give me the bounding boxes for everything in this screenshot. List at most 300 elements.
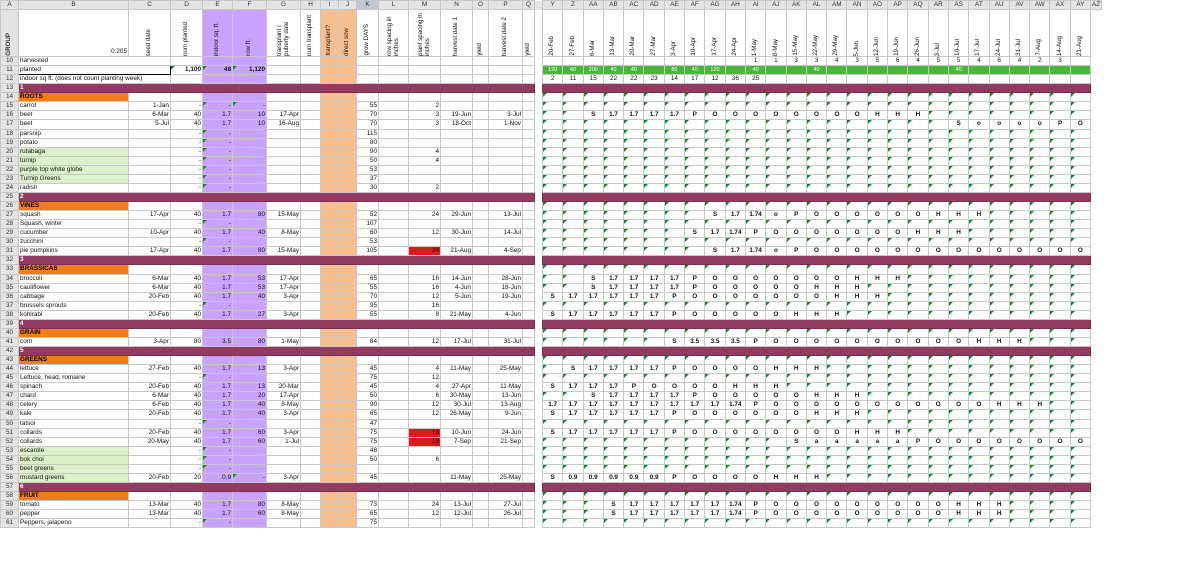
week-schedule-cell[interactable]: O: [766, 292, 786, 301]
week-schedule-cell[interactable]: [543, 247, 563, 256]
crop-field[interactable]: 19-Jun: [441, 111, 473, 120]
crop-field[interactable]: [233, 147, 267, 156]
week-cell[interactable]: [928, 93, 948, 102]
week-schedule-cell[interactable]: [969, 274, 989, 283]
crop-field[interactable]: [267, 165, 301, 174]
crop-field[interactable]: [523, 211, 535, 220]
week-schedule-cell[interactable]: H: [1009, 337, 1029, 346]
crop-field[interactable]: 115: [357, 129, 379, 138]
week-schedule-cell[interactable]: [989, 419, 1009, 428]
week-schedule-cell[interactable]: S: [583, 392, 603, 401]
crop-field[interactable]: [301, 301, 321, 310]
cell[interactable]: [523, 202, 535, 211]
week-schedule-cell[interactable]: [624, 238, 644, 247]
week-schedule-cell[interactable]: [928, 102, 948, 111]
week-schedule-cell[interactable]: [928, 374, 948, 383]
crop-field[interactable]: 17-Apr: [267, 274, 301, 283]
week-schedule-cell[interactable]: [847, 129, 867, 138]
week-schedule-cell[interactable]: [705, 419, 725, 428]
crop-field[interactable]: [409, 165, 441, 174]
week-schedule-cell[interactable]: [806, 220, 826, 229]
crop-field[interactable]: [523, 455, 535, 464]
week-schedule-cell[interactable]: [908, 138, 928, 147]
week-schedule-cell[interactable]: [1070, 464, 1090, 473]
week-schedule-cell[interactable]: [908, 274, 928, 283]
crop-field[interactable]: 21-Sep: [489, 437, 523, 446]
week-schedule-cell[interactable]: [766, 165, 786, 174]
week-schedule-cell[interactable]: [928, 138, 948, 147]
week-schedule-cell[interactable]: [543, 174, 563, 183]
week-schedule-cell[interactable]: [888, 292, 908, 301]
week-schedule-cell[interactable]: [1030, 220, 1050, 229]
crop-field[interactable]: [129, 446, 171, 455]
week-schedule-cell[interactable]: [806, 464, 826, 473]
crop-field[interactable]: [409, 446, 441, 455]
crop-field[interactable]: 26-Jul: [489, 510, 523, 519]
week-schedule-cell[interactable]: [786, 183, 806, 192]
category-label[interactable]: VINES: [19, 202, 129, 211]
week-schedule-cell[interactable]: [664, 129, 684, 138]
week-cell[interactable]: [1030, 265, 1050, 274]
week-cell[interactable]: [969, 492, 989, 501]
crop-field[interactable]: [441, 301, 473, 310]
week-schedule-cell[interactable]: 1.7: [603, 292, 623, 301]
week-schedule-cell[interactable]: O: [928, 337, 948, 346]
week-schedule-cell[interactable]: [948, 428, 968, 437]
week-schedule-cell[interactable]: [664, 147, 684, 156]
week-cell[interactable]: [745, 492, 765, 501]
week-schedule-cell[interactable]: [948, 274, 968, 283]
crop-name[interactable]: collards: [19, 428, 129, 437]
week-schedule-cell[interactable]: [827, 365, 847, 374]
week-schedule-cell[interactable]: [1050, 501, 1070, 510]
week-cell[interactable]: [685, 356, 705, 365]
week-cell[interactable]: [664, 202, 684, 211]
week-schedule-cell[interactable]: O: [867, 211, 887, 220]
crop-field[interactable]: [321, 501, 339, 510]
week-schedule-cell[interactable]: [624, 301, 644, 310]
week-summary-cell[interactable]: [827, 66, 847, 75]
week-schedule-cell[interactable]: [928, 156, 948, 165]
week-cell[interactable]: [543, 202, 563, 211]
week-summary-cell[interactable]: 2: [543, 75, 563, 84]
week-schedule-cell[interactable]: [867, 464, 887, 473]
crop-field[interactable]: [301, 446, 321, 455]
week-summary-cell[interactable]: 6: [888, 57, 908, 66]
week-schedule-cell[interactable]: [1030, 183, 1050, 192]
week-schedule-cell[interactable]: O: [786, 292, 806, 301]
week-summary-cell[interactable]: 22: [624, 75, 644, 84]
week-summary-cell[interactable]: 6: [989, 57, 1009, 66]
crop-field[interactable]: [473, 310, 489, 319]
week-schedule-cell[interactable]: [705, 147, 725, 156]
crop-field[interactable]: [473, 147, 489, 156]
week-schedule-cell[interactable]: [664, 102, 684, 111]
crop-name[interactable]: escarole: [19, 446, 129, 455]
week-schedule-cell[interactable]: [847, 519, 867, 528]
crop-field[interactable]: [321, 510, 339, 519]
cell[interactable]: [301, 328, 321, 337]
week-cell[interactable]: [725, 265, 745, 274]
week-schedule-cell[interactable]: O: [786, 111, 806, 120]
week-schedule-cell[interactable]: O: [786, 428, 806, 437]
cell[interactable]: [339, 66, 357, 75]
week-schedule-cell[interactable]: [543, 238, 563, 247]
week-schedule-cell[interactable]: [563, 437, 583, 446]
week-schedule-cell[interactable]: [1030, 138, 1050, 147]
week-schedule-cell[interactable]: [989, 165, 1009, 174]
crop-field[interactable]: [379, 165, 409, 174]
crop-field[interactable]: [321, 464, 339, 473]
week-schedule-cell[interactable]: 1.74: [725, 401, 745, 410]
week-schedule-cell[interactable]: [664, 464, 684, 473]
week-schedule-cell[interactable]: [725, 464, 745, 473]
week-schedule-cell[interactable]: [583, 419, 603, 428]
crop-field[interactable]: [321, 120, 339, 129]
crop-field[interactable]: [233, 446, 267, 455]
crop-field[interactable]: 50: [357, 455, 379, 464]
week-date-header[interactable]: 17-Apr: [705, 10, 725, 57]
cell[interactable]: [129, 356, 171, 365]
cell[interactable]: [321, 75, 339, 84]
week-schedule-cell[interactable]: O: [786, 274, 806, 283]
week-schedule-cell[interactable]: [1030, 310, 1050, 319]
week-schedule-cell[interactable]: [685, 301, 705, 310]
week-schedule-cell[interactable]: [766, 183, 786, 192]
crop-field[interactable]: 6-Mar: [129, 283, 171, 292]
week-schedule-cell[interactable]: O: [867, 229, 887, 238]
week-schedule-cell[interactable]: O: [766, 401, 786, 410]
week-schedule-cell[interactable]: [969, 129, 989, 138]
week-schedule-cell[interactable]: 1.7: [603, 274, 623, 283]
week-cell[interactable]: [989, 265, 1009, 274]
week-schedule-cell[interactable]: [989, 473, 1009, 482]
crop-field[interactable]: [379, 410, 409, 419]
crop-field[interactable]: [523, 510, 535, 519]
week-schedule-cell[interactable]: 1.7: [644, 501, 664, 510]
week-summary-cell[interactable]: [1030, 75, 1050, 84]
crop-field[interactable]: [379, 310, 409, 319]
cell[interactable]: [339, 356, 357, 365]
week-cell[interactable]: [603, 202, 623, 211]
crop-field[interactable]: 80: [233, 337, 267, 346]
crop-field[interactable]: [339, 510, 357, 519]
week-schedule-cell[interactable]: [1050, 129, 1070, 138]
week-schedule-cell[interactable]: [705, 174, 725, 183]
week-schedule-cell[interactable]: H: [867, 274, 887, 283]
week-schedule-cell[interactable]: [664, 174, 684, 183]
crop-field[interactable]: -: [203, 374, 233, 383]
week-cell[interactable]: [1009, 356, 1029, 365]
week-schedule-cell[interactable]: [705, 238, 725, 247]
crop-field[interactable]: [301, 410, 321, 419]
crop-field[interactable]: [321, 129, 339, 138]
week-schedule-cell[interactable]: [786, 446, 806, 455]
week-schedule-cell[interactable]: [908, 147, 928, 156]
week-cell[interactable]: [928, 492, 948, 501]
week-schedule-cell[interactable]: [806, 374, 826, 383]
crop-field[interactable]: 40: [171, 501, 203, 510]
week-schedule-cell[interactable]: [603, 147, 623, 156]
week-schedule-cell[interactable]: 0.9: [603, 473, 623, 482]
column-header-an[interactable]: AN: [847, 1, 867, 10]
week-cell[interactable]: [847, 356, 867, 365]
week-schedule-cell[interactable]: [745, 165, 765, 174]
week-schedule-cell[interactable]: [664, 183, 684, 192]
column-header-g[interactable]: G: [267, 1, 301, 10]
week-schedule-cell[interactable]: [563, 129, 583, 138]
week-schedule-cell[interactable]: [1030, 156, 1050, 165]
cell[interactable]: [339, 492, 357, 501]
crop-field[interactable]: [267, 464, 301, 473]
crop-field[interactable]: 55: [357, 310, 379, 319]
crop-name[interactable]: Squash, winter: [19, 220, 129, 229]
week-schedule-cell[interactable]: 1.7: [624, 428, 644, 437]
cell[interactable]: [379, 75, 409, 84]
week-schedule-cell[interactable]: [1030, 111, 1050, 120]
week-schedule-cell[interactable]: [725, 174, 745, 183]
column-header-b[interactable]: B: [19, 1, 129, 10]
crop-field[interactable]: [301, 337, 321, 346]
week-schedule-cell[interactable]: [1030, 510, 1050, 519]
week-date-header[interactable]: 3-Apr: [664, 10, 684, 57]
week-schedule-cell[interactable]: O: [745, 473, 765, 482]
week-summary-cell[interactable]: 14: [664, 75, 684, 84]
week-summary-cell[interactable]: 12: [705, 75, 725, 84]
week-date-header[interactable]: 19-Jun: [888, 10, 908, 57]
cell[interactable]: [379, 202, 409, 211]
crop-name[interactable]: pie pumpkins: [19, 247, 129, 256]
week-schedule-cell[interactable]: [1070, 419, 1090, 428]
week-schedule-cell[interactable]: 0.9: [624, 473, 644, 482]
week-schedule-cell[interactable]: [664, 301, 684, 310]
week-schedule-cell[interactable]: O: [847, 337, 867, 346]
week-schedule-cell[interactable]: [543, 419, 563, 428]
week-schedule-cell[interactable]: [543, 301, 563, 310]
header-10[interactable]: grow DAYS: [357, 10, 379, 57]
week-summary-cell[interactable]: [847, 75, 867, 84]
week-schedule-cell[interactable]: O: [928, 510, 948, 519]
week-cell[interactable]: [969, 93, 989, 102]
week-schedule-cell[interactable]: O: [705, 292, 725, 301]
cell[interactable]: [129, 265, 171, 274]
crop-field[interactable]: [379, 365, 409, 374]
week-cell[interactable]: [664, 328, 684, 337]
week-schedule-cell[interactable]: P: [685, 274, 705, 283]
week-schedule-cell[interactable]: [1050, 211, 1070, 220]
week-schedule-cell[interactable]: [1070, 156, 1090, 165]
week-schedule-cell[interactable]: O: [685, 410, 705, 419]
week-schedule-cell[interactable]: O: [705, 274, 725, 283]
cell[interactable]: [489, 93, 523, 102]
week-schedule-cell[interactable]: [1050, 401, 1070, 410]
week-schedule-cell[interactable]: [928, 238, 948, 247]
week-schedule-cell[interactable]: H: [969, 337, 989, 346]
crop-field[interactable]: [339, 410, 357, 419]
group-row[interactable]: 5: [19, 347, 535, 356]
cell[interactable]: [301, 93, 321, 102]
week-schedule-cell[interactable]: O: [685, 310, 705, 319]
week-schedule-cell[interactable]: [685, 183, 705, 192]
crop-field[interactable]: 12: [409, 401, 441, 410]
crop-field[interactable]: 16: [409, 301, 441, 310]
week-schedule-cell[interactable]: 1.7: [603, 428, 623, 437]
week-schedule-cell[interactable]: [543, 519, 563, 528]
week-cell[interactable]: [1030, 356, 1050, 365]
week-schedule-cell[interactable]: [1070, 510, 1090, 519]
crop-name[interactable]: bok choi: [19, 455, 129, 464]
week-schedule-cell[interactable]: [989, 410, 1009, 419]
week-schedule-cell[interactable]: P: [745, 510, 765, 519]
week-schedule-cell[interactable]: [989, 174, 1009, 183]
cell[interactable]: [357, 75, 379, 84]
crop-name[interactable]: purple top white globe: [19, 165, 129, 174]
week-schedule-cell[interactable]: S: [543, 292, 563, 301]
crop-field[interactable]: 70: [357, 120, 379, 129]
week-schedule-cell[interactable]: [948, 365, 968, 374]
cell[interactable]: [171, 265, 203, 274]
week-cell[interactable]: [908, 93, 928, 102]
week-schedule-cell[interactable]: o: [969, 120, 989, 129]
week-schedule-cell[interactable]: O: [725, 111, 745, 120]
week-schedule-cell[interactable]: [1009, 455, 1029, 464]
week-summary-cell[interactable]: 200: [583, 66, 603, 75]
crop-field[interactable]: [301, 501, 321, 510]
week-schedule-cell[interactable]: O: [766, 111, 786, 120]
week-schedule-cell[interactable]: [908, 174, 928, 183]
crop-name[interactable]: cucumber: [19, 229, 129, 238]
week-schedule-cell[interactable]: [745, 437, 765, 446]
column-header-af[interactable]: AF: [685, 1, 705, 10]
crop-field[interactable]: [473, 473, 489, 482]
crop-name[interactable]: tatsoi: [19, 419, 129, 428]
crop-field[interactable]: [233, 238, 267, 247]
crop-field[interactable]: 27-Apr: [441, 383, 473, 392]
week-schedule-cell[interactable]: [766, 238, 786, 247]
summary-value[interactable]: [203, 75, 233, 84]
week-schedule-cell[interactable]: [563, 510, 583, 519]
crop-field[interactable]: [489, 102, 523, 111]
week-schedule-cell[interactable]: H: [1009, 401, 1029, 410]
week-schedule-cell[interactable]: P: [664, 410, 684, 419]
crop-field[interactable]: [321, 102, 339, 111]
cell[interactable]: [523, 66, 535, 75]
crop-field[interactable]: [473, 401, 489, 410]
week-schedule-cell[interactable]: O: [827, 510, 847, 519]
week-schedule-cell[interactable]: [827, 220, 847, 229]
crop-field[interactable]: [523, 473, 535, 482]
week-date-header[interactable]: 14-Aug: [1050, 10, 1070, 57]
week-schedule-cell[interactable]: [624, 437, 644, 446]
crop-field[interactable]: [321, 392, 339, 401]
week-schedule-cell[interactable]: 1.74: [745, 247, 765, 256]
crop-field[interactable]: 1.7: [203, 428, 233, 437]
week-schedule-cell[interactable]: O: [786, 510, 806, 519]
week-schedule-cell[interactable]: [583, 247, 603, 256]
crop-field[interactable]: 24: [409, 247, 441, 256]
crop-field[interactable]: 40: [171, 365, 203, 374]
week-schedule-cell[interactable]: [928, 455, 948, 464]
week-schedule-cell[interactable]: [664, 238, 684, 247]
crop-field[interactable]: 17-Apr: [267, 283, 301, 292]
week-schedule-cell[interactable]: [847, 455, 867, 464]
week-schedule-cell[interactable]: O: [664, 383, 684, 392]
week-schedule-cell[interactable]: [948, 165, 968, 174]
week-schedule-cell[interactable]: 1.7: [563, 410, 583, 419]
week-cell[interactable]: [888, 492, 908, 501]
crop-field[interactable]: [441, 464, 473, 473]
week-schedule-cell[interactable]: S: [583, 111, 603, 120]
week-schedule-cell[interactable]: [563, 238, 583, 247]
crop-field[interactable]: [523, 301, 535, 310]
week-schedule-cell[interactable]: 1.7: [664, 401, 684, 410]
crop-field[interactable]: [441, 138, 473, 147]
week-schedule-cell[interactable]: [888, 410, 908, 419]
crop-field[interactable]: [409, 174, 441, 183]
week-schedule-cell[interactable]: [624, 220, 644, 229]
cell[interactable]: [233, 265, 267, 274]
week-schedule-cell[interactable]: H: [948, 510, 968, 519]
week-schedule-cell[interactable]: 1.7: [644, 365, 664, 374]
week-cell[interactable]: [543, 265, 563, 274]
week-schedule-cell[interactable]: O: [786, 501, 806, 510]
crop-field[interactable]: [301, 401, 321, 410]
week-schedule-cell[interactable]: [928, 220, 948, 229]
week-schedule-cell[interactable]: [705, 519, 725, 528]
week-schedule-cell[interactable]: [1070, 292, 1090, 301]
week-schedule-cell[interactable]: [563, 138, 583, 147]
week-cell[interactable]: [583, 328, 603, 337]
week-schedule-cell[interactable]: [989, 392, 1009, 401]
crop-name[interactable]: parsnip: [19, 129, 129, 138]
week-schedule-cell[interactable]: [603, 165, 623, 174]
summary-label[interactable]: indoor sq ft. (does not count planting week): [19, 75, 171, 84]
week-schedule-cell[interactable]: [745, 138, 765, 147]
week-schedule-cell[interactable]: [644, 165, 664, 174]
week-schedule-cell[interactable]: [989, 383, 1009, 392]
week-schedule-cell[interactable]: H: [888, 111, 908, 120]
week-schedule-cell[interactable]: O: [685, 292, 705, 301]
crop-field[interactable]: 13: [233, 383, 267, 392]
crop-field[interactable]: [523, 419, 535, 428]
week-schedule-cell[interactable]: [766, 174, 786, 183]
week-schedule-cell[interactable]: [847, 464, 867, 473]
week-cell[interactable]: [725, 93, 745, 102]
week-schedule-cell[interactable]: [1009, 365, 1029, 374]
week-schedule-cell[interactable]: [1009, 147, 1029, 156]
week-schedule-cell[interactable]: H: [806, 310, 826, 319]
crop-field[interactable]: 52: [357, 211, 379, 220]
week-schedule-cell[interactable]: [1030, 211, 1050, 220]
week-schedule-cell[interactable]: [888, 165, 908, 174]
column-header-y[interactable]: Y: [543, 1, 563, 10]
crop-field[interactable]: [489, 455, 523, 464]
week-cell[interactable]: [989, 356, 1009, 365]
week-schedule-cell[interactable]: S: [664, 337, 684, 346]
crop-field[interactable]: [301, 464, 321, 473]
week-schedule-cell[interactable]: [786, 165, 806, 174]
week-cell[interactable]: [583, 492, 603, 501]
week-schedule-cell[interactable]: [745, 446, 765, 455]
week-schedule-cell[interactable]: [766, 147, 786, 156]
week-schedule-cell[interactable]: O: [725, 310, 745, 319]
cell[interactable]: [441, 492, 473, 501]
week-schedule-cell[interactable]: [827, 102, 847, 111]
crop-field[interactable]: [129, 147, 171, 156]
week-schedule-cell[interactable]: S: [543, 310, 563, 319]
week-schedule-cell[interactable]: [786, 455, 806, 464]
week-schedule-cell[interactable]: O: [705, 428, 725, 437]
